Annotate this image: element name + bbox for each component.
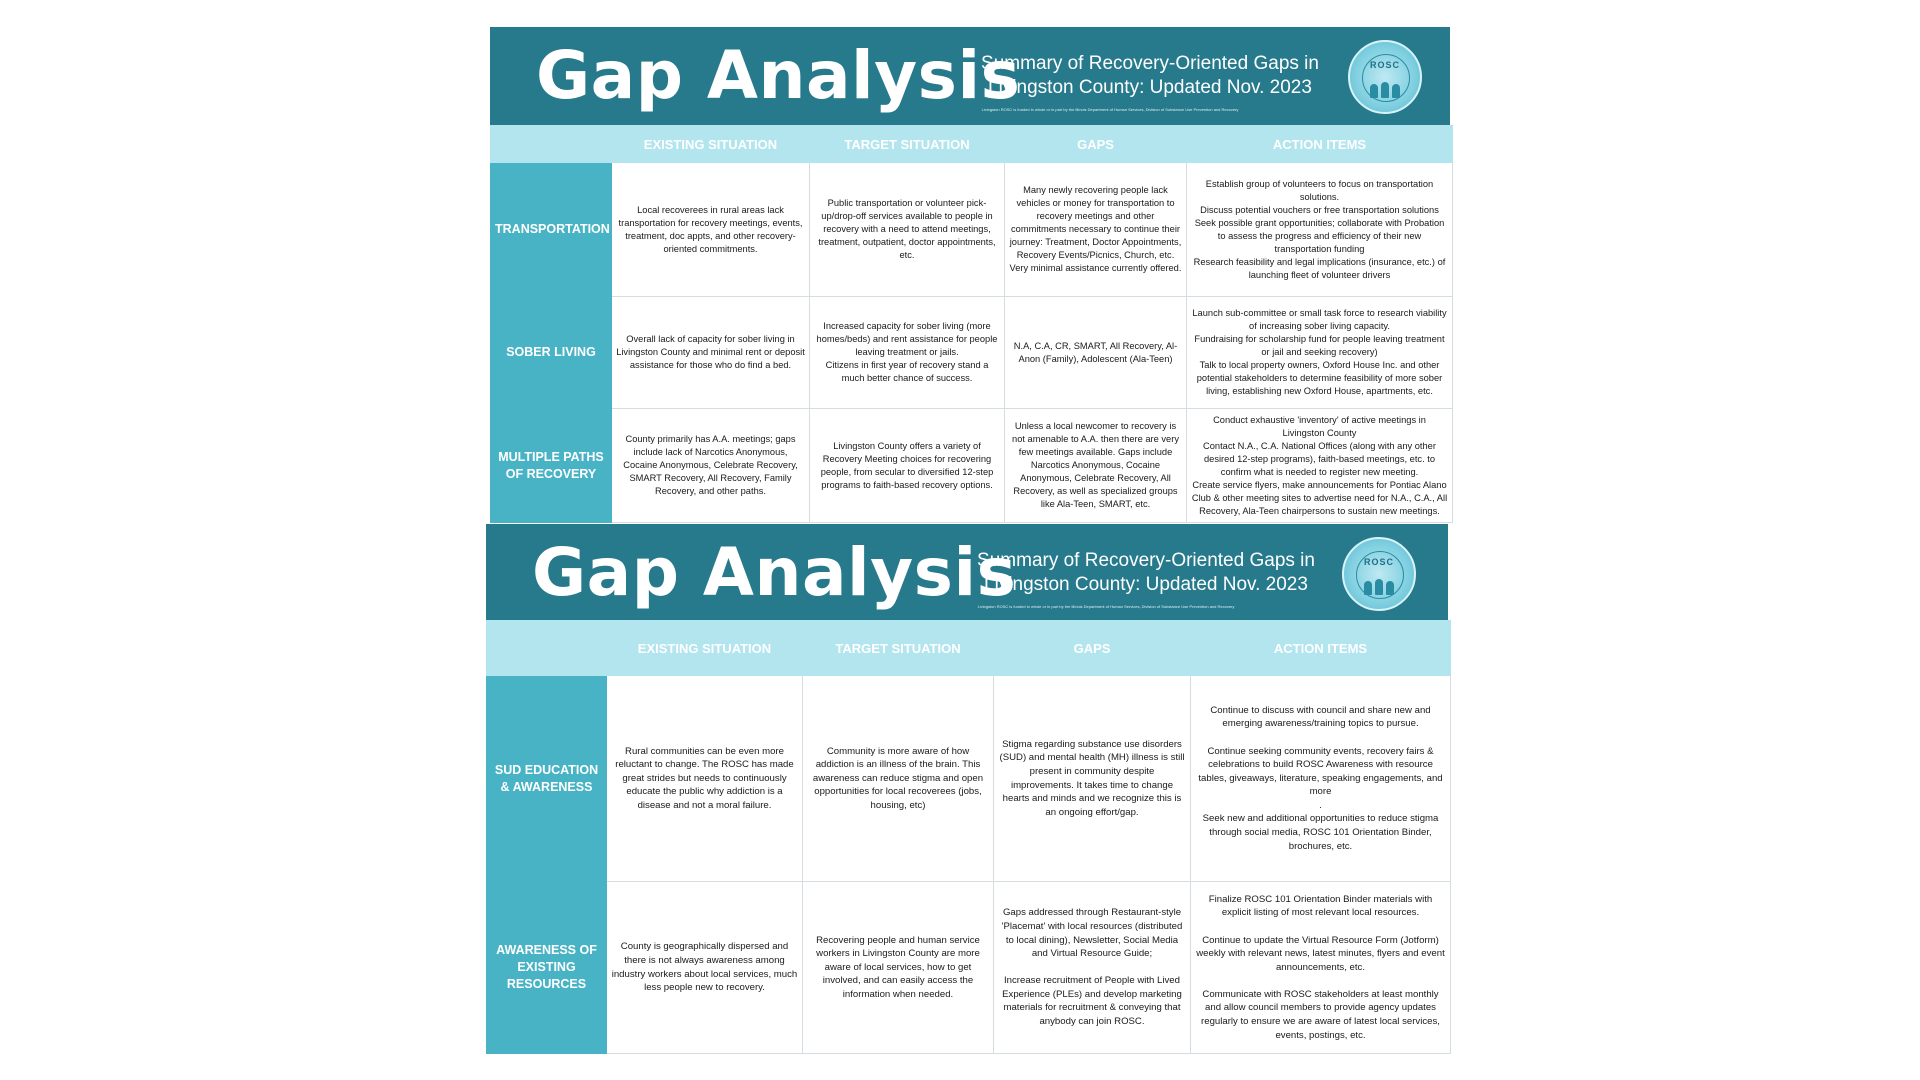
header-row bbox=[487, 621, 1451, 676]
table-row bbox=[487, 676, 1451, 882]
gaps-cell: Many newly recovering people lack vehicles or money for transportation to recovery meetings and other commitments necessary to continue their journey: Treatment, Doctor Appointments, Recovery Events/Picnics, Church, etc. Very minimal assistance currently offered. bbox=[1005, 163, 1187, 297]
gap-analysis-panel-2 bbox=[486, 524, 1450, 1057]
funding-note: Livingston ROSC is funded in whole or in part by the Illinois Department of Human Services, Division of Substance Use Prevention and Recovery bbox=[977, 604, 1235, 609]
row-header: AWARENESS OF EXISTING RESOURCES bbox=[487, 882, 607, 1054]
existing-cell: Rural communities can be even more reluctant to change. The ROSC has made great strides but needs to continuously educate the public why addiction is a disease and not a moral failure. bbox=[607, 676, 803, 882]
existing-cell: Local recoverees in rural areas lack transportation for recovery meetings, events, treatment, doc appts, and other recovery-oriented commitments. bbox=[612, 163, 810, 297]
logo-text: ROSC bbox=[1369, 60, 1400, 70]
column-header: EXISTING SITUATION bbox=[612, 126, 810, 163]
table-row bbox=[491, 409, 1453, 523]
actions-cell: Finalize ROSC 101 Orientation Binder materials with explicit listing of most relevant local resources. Continue to update the Virtual Resource Form (Jotform) weekly with relevant news, latest minutes, flyers and event announcements, etc. Communicate with ROSC stakeholders at least monthly and allow council members to provide agency updates regularly to ensure we are aware of latest local services, events, postings, etc. bbox=[1191, 882, 1451, 1054]
banner bbox=[486, 524, 1448, 620]
target-cell: Recovering people and human service workers in Livingston County are more aware of local services, how to get involved, and can easily access the information when needed. bbox=[803, 882, 994, 1054]
column-header: TARGET SITUATION bbox=[810, 126, 1005, 163]
table-row bbox=[491, 163, 1453, 297]
page-subtitle: Summary of Recovery-Oriented Gaps in Livingston County: Updated Nov. 2023 bbox=[977, 550, 1315, 595]
actions-cell: Launch sub-committee or small task force to research viability of increasing sober living capacity. Fundraising for scholarship fund for people leaving treatment or jail and seeking recovery) Talk to local property owners, Oxford House Inc. and other potential stakeholders to determine feasibility of more sober living, establishing new Oxford House, apartments, etc. bbox=[1187, 297, 1453, 409]
row-header: SOBER LIVING bbox=[491, 297, 612, 409]
page-title: Gap Analysis bbox=[532, 534, 1017, 611]
header-corner bbox=[491, 126, 612, 163]
row-header: MULTIPLE PATHS OF RECOVERY bbox=[491, 409, 612, 523]
row-header: TRANSPORTATION bbox=[491, 163, 612, 297]
target-cell: Community is more aware of how addiction is an illness of the brain. This awareness can reduce stigma and open opportunities for local recoverees (jobs, housing, etc) bbox=[803, 676, 994, 882]
existing-cell: County is geographically dispersed and there is not always awareness among industry workers about local services, much less people new to recovery. bbox=[607, 882, 803, 1054]
target-cell: Increased capacity for sober living (more homes/beds) and rent assistance for people leaving treatment or jails. Citizens in first year of recovery stand a much better chance of success. bbox=[810, 297, 1005, 409]
column-header: ACTION ITEMS bbox=[1191, 621, 1451, 676]
column-header: TARGET SITUATION bbox=[803, 621, 994, 676]
funding-note: Livingston ROSC is funded in whole or in part by the Illinois Department of Human Services, Division of Substance Use Prevention and Recovery bbox=[981, 107, 1239, 112]
row-header: SUD EDUCATION & AWARENESS bbox=[487, 676, 607, 882]
gaps-cell: Stigma regarding substance use disorders (SUD) and mental health (MH) illness is still present in community despite improvements. It takes time to change hearts and minds and we recognize this is an ongoing effort/gap. bbox=[994, 676, 1191, 882]
header-row bbox=[491, 126, 1453, 163]
page-title: Gap Analysis bbox=[536, 37, 1021, 114]
actions-cell: Establish group of volunteers to focus on transportation solutions. Discuss potential vouchers or free transportation solutions Seek possible grant opportunities; collaborate with Probation to assess the progress and efficiency of their new transportation funding Research feasibility and legal implications (insurance, etc.) of launching fleet of volunteer drivers bbox=[1187, 163, 1453, 297]
column-header: GAPS bbox=[1005, 126, 1187, 163]
header-corner bbox=[487, 621, 607, 676]
banner bbox=[490, 27, 1450, 125]
existing-cell: County primarily has A.A. meetings; gaps include lack of Narcotics Anonymous, Cocaine Anonymous, Celebrate Recovery, SMART Recovery, All Recovery, Family Recovery, and other paths. bbox=[612, 409, 810, 523]
logo-text: ROSC bbox=[1363, 557, 1394, 567]
rosc-logo-icon bbox=[1348, 40, 1422, 114]
table-row bbox=[487, 882, 1451, 1054]
table-row bbox=[491, 297, 1453, 409]
rosc-logo-icon bbox=[1342, 537, 1416, 611]
column-header: EXISTING SITUATION bbox=[607, 621, 803, 676]
gaps-cell: N.A, C.A, CR, SMART, All Recovery, Al-Anon (Family), Adolescent (Ala-Teen) bbox=[1005, 297, 1187, 409]
gap-table bbox=[486, 620, 1451, 1054]
existing-cell: Overall lack of capacity for sober living in Livingston County and minimal rent or deposit assistance for those who do find a bed. bbox=[612, 297, 810, 409]
gaps-cell: Unless a local newcomer to recovery is not amenable to A.A. then there are very few meetings available. Gaps include Narcotics Anonymous, Cocaine Anonymous, Celebrate Recovery, All Recovery, as well as specialized groups like Ala-Teen, SMART, etc. bbox=[1005, 409, 1187, 523]
gap-table bbox=[490, 125, 1453, 523]
gaps-cell: Gaps addressed through Restaurant-style 'Placemat' with local resources (distributed to local dining), Newsletter, Social Media and Virtual Resource Guide; Increase recruitment of People with Lived Experience (PLEs) and develop marketing materials for recruitment & conveying that anybody can join ROSC. bbox=[994, 882, 1191, 1054]
column-header: GAPS bbox=[994, 621, 1191, 676]
target-cell: Public transportation or volunteer pick-up/drop-off services available to people in recovery with a need to attend meetings, treatment, outpatient, doctor appointments, etc. bbox=[810, 163, 1005, 297]
gap-analysis-panel-1 bbox=[490, 27, 1450, 524]
actions-cell: Conduct exhaustive 'inventory' of active meetings in Livingston County Contact N.A., C.A. National Offices (along with any other desired 12-step programs), faith-based meetings, etc. to confirm what is needed to register new meeting. Create service flyers, make announcements for Pontiac Alano Club & other meeting sites to advertise need for N.A., C.A., All Recovery, Ala-Teen chairpersons to sustain new meetings. bbox=[1187, 409, 1453, 523]
actions-cell: Continue to discuss with council and share new and emerging awareness/training topics to pursue. Continue seeking community events, recovery fairs & celebrations to build ROSC Awareness with resource tables, giveaways, literature, speaking engagements, and more . Seek new and additional opportunities to reduce stigma through social media, ROSC 101 Orientation Binder, brochures, etc. bbox=[1191, 676, 1451, 882]
target-cell: Livingston County offers a variety of Recovery Meeting choices for recovering people, from secular to diversified 12-step programs to faith-based recovery options. bbox=[810, 409, 1005, 523]
column-header: ACTION ITEMS bbox=[1187, 126, 1453, 163]
page-subtitle: Summary of Recovery-Oriented Gaps in Livingston County: Updated Nov. 2023 bbox=[981, 53, 1319, 98]
